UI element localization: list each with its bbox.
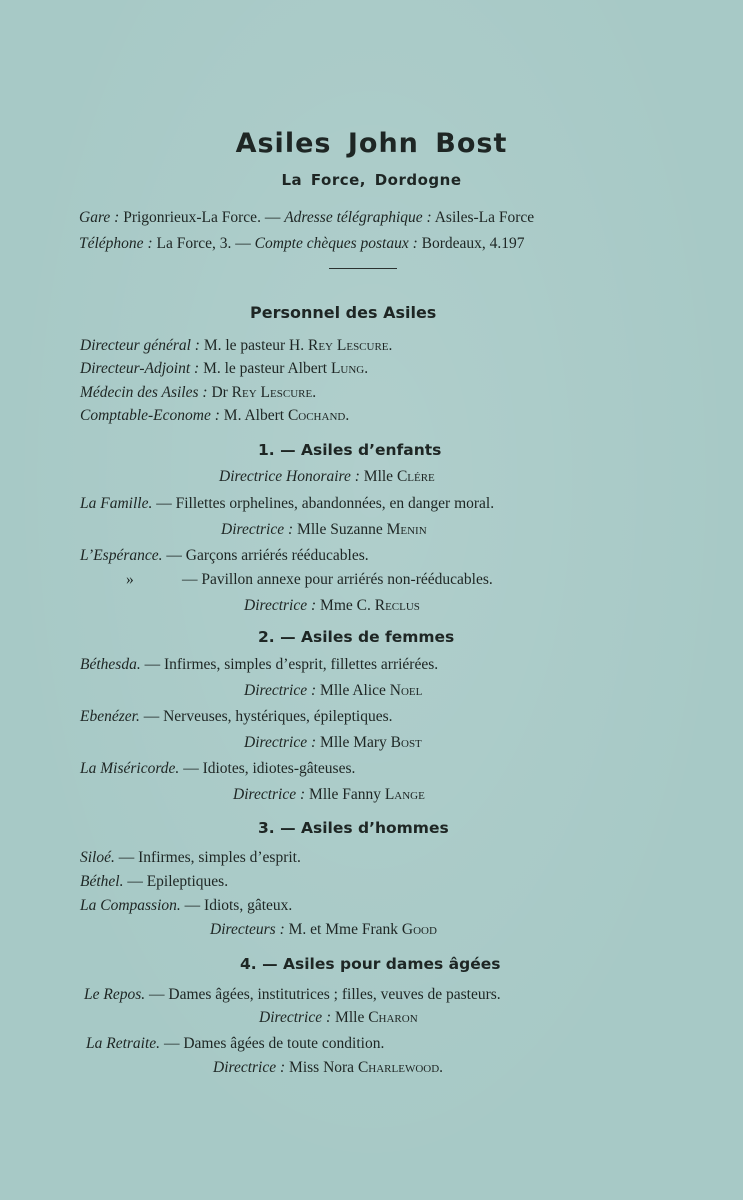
asile-entry-retraite: [86, 1034, 384, 1054]
role-label: Directrice :: [244, 682, 317, 699]
personnel-value-name: Rey Lescure.: [308, 337, 393, 354]
role-label: Directeurs :: [210, 921, 285, 938]
section-title: Asiles de femmes: [301, 628, 455, 646]
asile-name: La Compassion.: [80, 897, 181, 914]
asile-entry-bethesda: [80, 655, 438, 675]
adresse-value: Asiles-La Force: [434, 209, 535, 226]
asile-description: — Infirmes, simples d’esprit, fillettes arriérées.: [144, 656, 439, 673]
personnel-row: [80, 336, 392, 356]
asile-entry-pavillon: [126, 570, 493, 590]
personnel-row: [80, 383, 316, 403]
role-label: Directrice Honoraire :: [219, 468, 360, 485]
asile-entry-compassion: [80, 896, 292, 916]
compte-label: Compte chèques postaux :: [254, 235, 418, 252]
asile-entry-famille: [80, 494, 494, 514]
role-label: Directrice :: [244, 597, 317, 614]
personnel-value: M. Albert: [223, 407, 285, 424]
asile-description: — Garçons arriérés rééducables.: [166, 547, 369, 564]
gare-value: Prigonrieux-La Force.: [123, 209, 261, 226]
asile-entry-misericorde: [80, 759, 355, 779]
asile-description: — Dames âgées de toute condition.: [163, 1035, 385, 1052]
info-line-telephone: [79, 234, 525, 254]
personnel-label: Directeur général :: [80, 337, 200, 354]
asile-entry-repos: [84, 985, 501, 1005]
asile-name: La Retraite.: [86, 1035, 161, 1052]
person-title: Mlle Mary: [320, 734, 387, 751]
section-number: 1.: [258, 441, 275, 459]
personnel-row: [80, 359, 368, 379]
person-title: Mlle: [363, 468, 394, 485]
directeurs-line: [210, 920, 437, 940]
asile-name: Béthesda.: [80, 656, 141, 673]
asile-description: — Epileptiques.: [127, 873, 229, 890]
info-line-gare: [79, 208, 534, 228]
page-title: Asiles John Bost: [235, 128, 508, 159]
role-label: Directrice :: [221, 521, 294, 538]
role-label: Directrice :: [213, 1059, 286, 1076]
role-label: Directrice :: [233, 786, 306, 803]
personnel-value-name: Rey Lescure.: [231, 384, 317, 401]
directrice-line: [233, 785, 425, 805]
section-heading-dames: [240, 954, 500, 974]
person-name: Menin: [386, 521, 427, 538]
telephone-value: La Force, 3.: [156, 235, 232, 252]
role-label: Directrice :: [244, 734, 317, 751]
directrice-line: [244, 596, 420, 616]
directrice-line: [259, 1008, 418, 1028]
directrice-line: [244, 733, 422, 753]
personnel-value: M. le pasteur H.: [203, 337, 305, 354]
asile-name: Siloé.: [80, 849, 115, 866]
section-heading-hommes: [258, 818, 449, 838]
section-dash: —: [280, 441, 296, 459]
personnel-value-name: Lung.: [330, 360, 369, 377]
info-sep: —: [264, 209, 281, 226]
section-dash: —: [262, 955, 278, 973]
person-title: Miss Nora: [289, 1059, 355, 1076]
person-title: M. et Mme Frank: [288, 921, 398, 938]
person-title: Mlle Suzanne: [297, 521, 383, 538]
personnel-label: Comptable-Econome :: [80, 407, 220, 424]
section-title: Asiles d’enfants: [301, 441, 442, 459]
asile-description: — Pavillon annexe pour arriérés non-rééducables.: [182, 571, 493, 588]
personnel-value-name: Cochand.: [287, 407, 350, 424]
personnel-value: Dr: [211, 384, 228, 401]
asile-name: L’Espérance.: [80, 547, 163, 564]
asile-name: Béthel.: [80, 873, 124, 890]
person-name: Reclus: [374, 597, 420, 614]
person-title: Mlle: [335, 1009, 365, 1026]
asile-description: — Dames âgées, institutrices ; filles, veuves de pasteurs.: [149, 986, 501, 1003]
person-title: Mlle Alice: [320, 682, 386, 699]
personnel-label: Directeur-Adjoint :: [80, 360, 200, 377]
compte-value: Bordeaux, 4.197: [421, 235, 525, 252]
asile-description: — Idiots, gâteux.: [184, 897, 293, 914]
directrice-line: [213, 1058, 443, 1078]
section-dash: —: [280, 819, 296, 837]
header-rule: [329, 268, 397, 269]
page-subtitle: La Force, Dordogne: [281, 171, 462, 189]
asile-entry-esperance: [80, 546, 369, 566]
person-name: Lange: [384, 786, 425, 803]
role-label: Directrice :: [259, 1009, 332, 1026]
asile-description: — Nerveuses, hystériques, épileptiques.: [143, 708, 393, 725]
asile-name: La Famille.: [80, 495, 153, 512]
asile-name: Ebenézer.: [80, 708, 140, 725]
person-title: Mme C.: [320, 597, 371, 614]
directrice-line: [221, 520, 427, 540]
gare-label: Gare :: [79, 209, 120, 226]
person-title: Mlle Fanny: [309, 786, 381, 803]
section-title: Asiles pour dames âgées: [283, 955, 501, 973]
personnel-label: Médecin des Asiles :: [80, 384, 208, 401]
section-number: 4.: [240, 955, 257, 973]
personnel-value: M. le pasteur Albert: [203, 360, 328, 377]
section-heading-femmes: [258, 627, 454, 647]
personnel-heading: Personnel des Asiles: [250, 303, 437, 322]
asile-name: La Miséricorde.: [80, 760, 180, 777]
telephone-label: Téléphone :: [79, 235, 153, 252]
asile-entry-bethel: [80, 872, 228, 892]
person-name: Noel: [389, 682, 423, 699]
asile-name: Le Repos.: [84, 986, 146, 1003]
person-name: Charon: [368, 1009, 418, 1026]
directrice-honoraire: [219, 467, 435, 487]
personnel-row: [80, 406, 349, 426]
asile-description: — Fillettes orphelines, abandonnées, en danger moral.: [156, 495, 495, 512]
adresse-label: Adresse télégraphique :: [284, 209, 432, 226]
person-name: Bost: [390, 734, 422, 751]
section-title: Asiles d’hommes: [301, 819, 449, 837]
asile-description: — Infirmes, simples d’esprit.: [118, 849, 301, 866]
asile-entry-ebenezer: [80, 707, 393, 727]
section-heading-enfants: [258, 440, 441, 460]
person-name: Charlewood.: [357, 1059, 444, 1076]
person-name: Good: [401, 921, 437, 938]
section-dash: —: [280, 628, 296, 646]
info-sep: —: [235, 235, 251, 252]
section-number: 3.: [258, 819, 275, 837]
asile-description: — Idiotes, idiotes-gâteuses.: [183, 760, 356, 777]
person-name: Clére: [396, 468, 435, 485]
ditto-mark: »: [126, 571, 134, 588]
directrice-line: [244, 681, 422, 701]
asile-entry-siloe: [80, 848, 301, 868]
section-number: 2.: [258, 628, 275, 646]
